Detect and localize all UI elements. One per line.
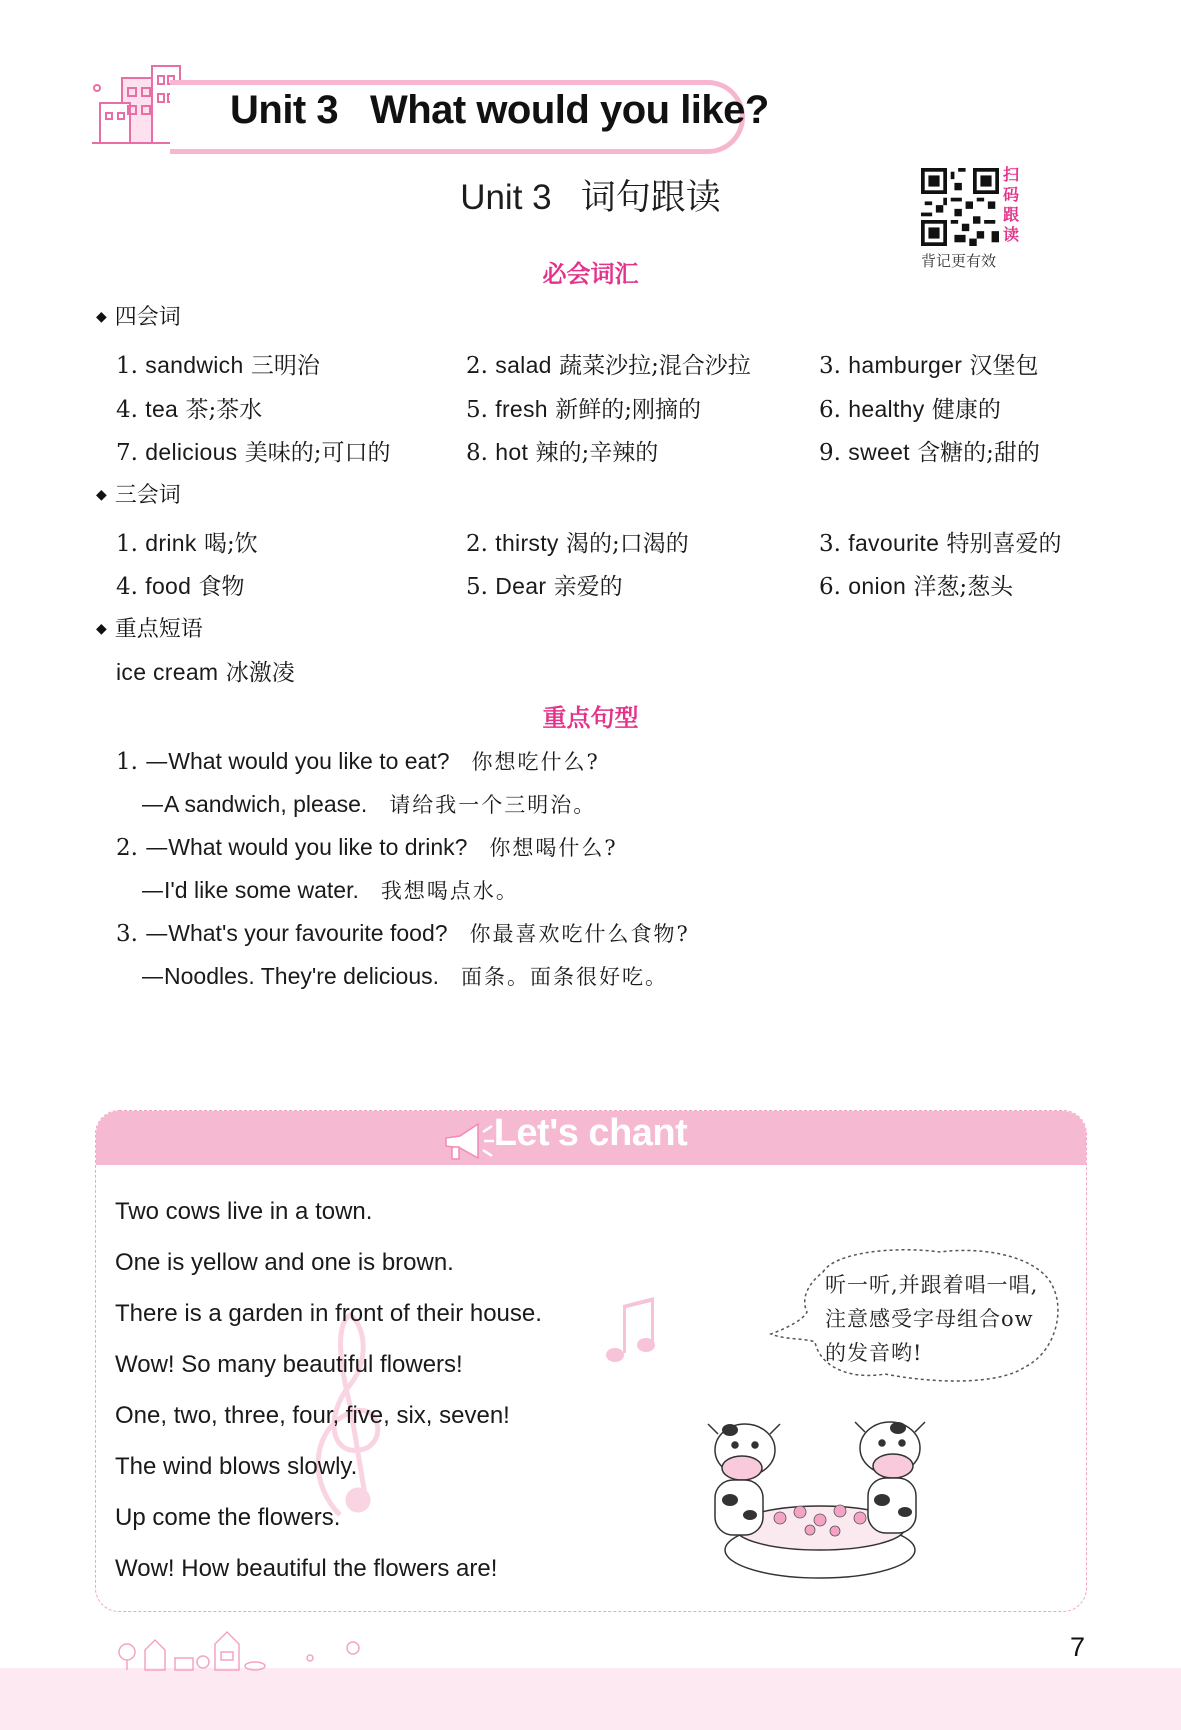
vocab-item: 1. sandwich 三明治	[116, 352, 320, 379]
vocab-item: 9. sweet 含糖的;甜的	[819, 439, 1040, 466]
chant-line: Wow! So many beautiful flowers!	[115, 1351, 463, 1378]
chant-line: The wind blows slowly.	[115, 1453, 358, 1480]
vocab-item: 2. salad 蔬菜沙拉;混合沙拉	[466, 352, 751, 379]
phrases-heading	[96, 612, 203, 643]
three-skill-heading	[96, 478, 181, 509]
chant-line: One, two, three, four, five, six, seven!	[115, 1402, 510, 1429]
vocab-item: 6. healthy 健康的	[819, 396, 1001, 423]
town-deco-icon	[115, 1622, 375, 1672]
qr-label: 扫码跟读	[1003, 167, 1020, 244]
vocab-item: 4. tea 茶;茶水	[116, 396, 263, 423]
unit-title: Unit 3 What would you like?	[230, 88, 769, 132]
vocab-item: 3. hamburger 汉堡包	[819, 352, 1039, 379]
vocab-item: 8. hot 辣的;辛辣的	[466, 439, 659, 466]
speech-bubble-text: 听一听,并跟着唱一唱,注意感受字母组合ow的发音哟!	[825, 1273, 1039, 1365]
vocab-item: 3. favourite 特别喜爱的	[819, 530, 1062, 557]
section-title: Unit 3 词句跟读	[460, 178, 721, 217]
vocab-item: 4. food 食物	[116, 573, 245, 600]
phrase-item: ice cream 冰激凌	[116, 659, 295, 686]
sentence-heading: 重点句型	[542, 705, 639, 732]
four-skill-heading	[96, 300, 181, 331]
sentence-line: 1. —What would you like to eat? 你想吃什么?	[116, 748, 600, 775]
chant-line: Up come the flowers.	[115, 1504, 341, 1531]
qr-note: 背记更有效	[921, 252, 997, 270]
sentence-line: —Noodles. They're delicious. 面条。面条很好吃。	[141, 963, 669, 990]
vocab-item: 2. thirsty 渴的;口渴的	[466, 530, 689, 557]
vocab-item: 5. fresh 新鲜的;刚摘的	[466, 396, 701, 423]
qr-code-icon[interactable]	[921, 168, 999, 246]
chant-line: Two cows live in a town.	[115, 1198, 373, 1225]
vocab-item: 7. delicious 美味的;可口的	[116, 439, 391, 466]
diamond-bullet-icon: ◆	[96, 486, 107, 502]
chant-line: Wow! How beautiful the flowers are!	[115, 1555, 498, 1582]
sentence-line: 3. —What's your favourite food? 你最喜欢吃什么食物?	[116, 920, 690, 947]
vocab-heading: 必会词汇	[542, 261, 639, 288]
page-number: 7	[1070, 1632, 1086, 1662]
cows-watering-flowers-illustration	[670, 1410, 970, 1585]
vocab-item: 5. Dear 亲爱的	[466, 573, 623, 600]
vocab-item: 1. drink 喝;饮	[116, 530, 258, 557]
phrases-label: 重点短语	[114, 616, 203, 641]
four-skill-label: 四会词	[114, 304, 181, 329]
sentence-line: 2. —What would you like to drink? 你想喝什么?	[116, 834, 618, 861]
chant-line: There is a garden in front of their house.	[115, 1300, 542, 1327]
chant-line: One is yellow and one is brown.	[115, 1249, 454, 1276]
sentence-line: —I'd like some water. 我想喝点水。	[141, 877, 519, 904]
three-skill-label: 三会词	[114, 482, 181, 507]
sentence-line: —A sandwich, please. 请给我一个三明治。	[141, 791, 597, 818]
chant-title: Let's chant	[493, 1112, 688, 1154]
vocab-item: 6. onion 洋葱;葱头	[819, 573, 1014, 600]
footer-band	[0, 1668, 1181, 1730]
diamond-bullet-icon: ◆	[96, 308, 107, 324]
diamond-bullet-icon: ◆	[96, 620, 107, 636]
